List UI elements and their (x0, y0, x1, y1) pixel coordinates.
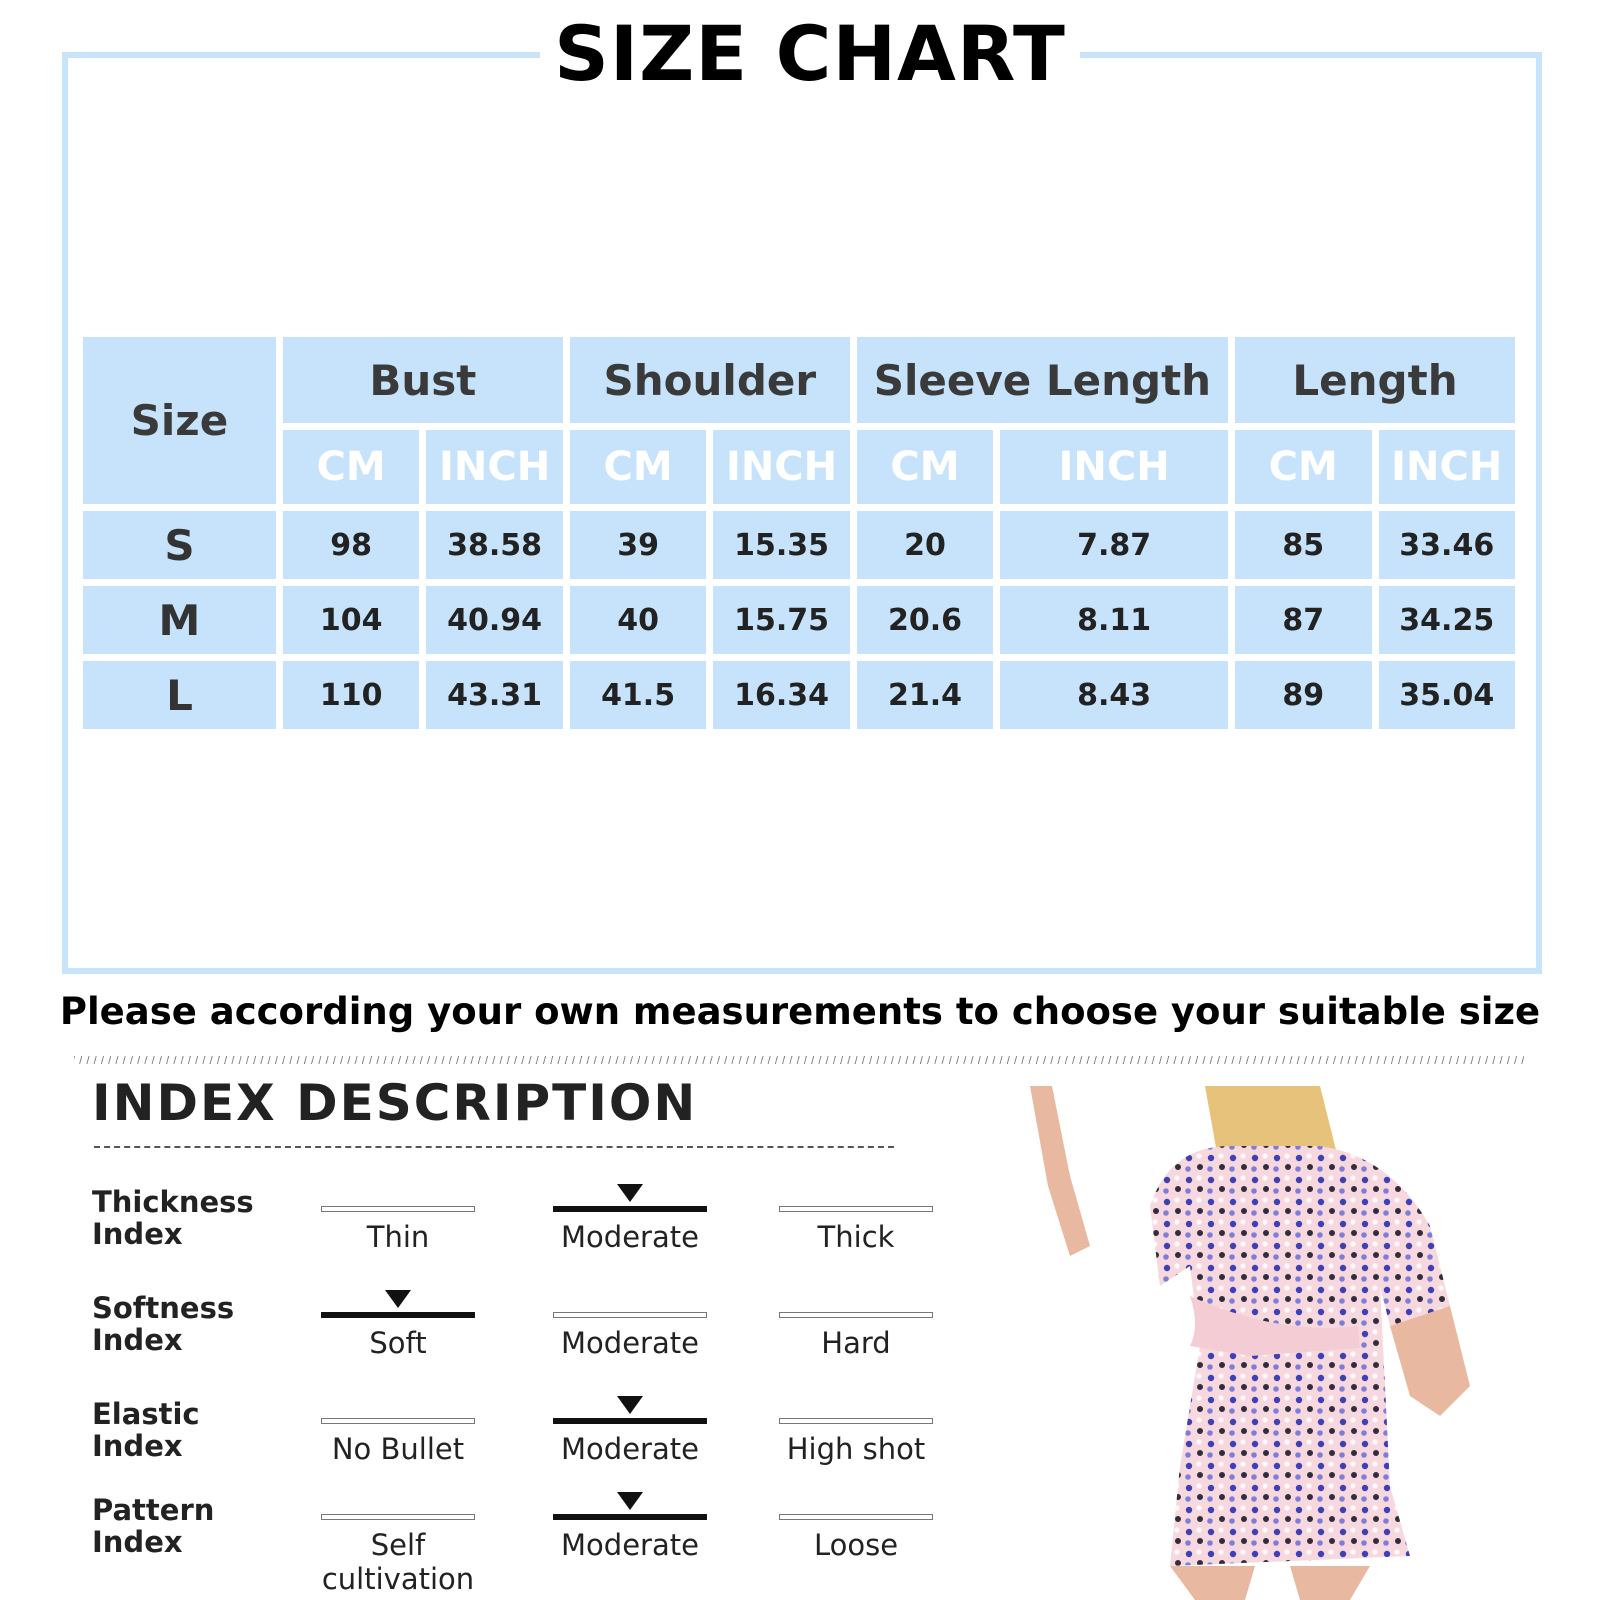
table-cell: 20 (857, 511, 993, 579)
index-scale-bar (321, 1206, 475, 1212)
index-option-label: Loose (813, 1528, 899, 1562)
table-cell: 7.87 (1000, 511, 1228, 579)
index-label: Pattern (92, 1493, 215, 1527)
unit-header: CM (570, 430, 706, 504)
index-option-label: Moderate (561, 1528, 699, 1562)
index-scale-bar (553, 1312, 707, 1318)
unit-header: INCH (426, 430, 562, 504)
index-label: Thickness (92, 1185, 254, 1219)
index-scale-bar (779, 1312, 933, 1318)
selected-marker-icon (617, 1396, 643, 1414)
index-label: Softness (92, 1291, 235, 1325)
table-cell: 98 (283, 511, 419, 579)
index-scale-bar (321, 1418, 475, 1424)
size-label: S (83, 511, 276, 579)
index-option-label: Moderate (561, 1220, 699, 1254)
table-cell: 87 (1235, 586, 1371, 654)
table-cell: 85 (1235, 511, 1371, 579)
unit-header: CM (857, 430, 993, 504)
leg (1170, 1566, 1255, 1600)
selected-marker-icon (617, 1184, 643, 1202)
index-scale-bar (779, 1206, 933, 1212)
table-cell: 15.75 (713, 586, 849, 654)
index-option-label: No Bullet (331, 1432, 465, 1466)
index-label: Index (92, 1217, 183, 1251)
index-option-label: Moderate (561, 1432, 699, 1466)
table-cell: 40.94 (426, 586, 562, 654)
table-cell: 8.43 (1000, 661, 1228, 729)
index-label: Index (92, 1429, 183, 1463)
size-table (76, 330, 1522, 736)
index-scale-bar (779, 1514, 933, 1520)
size-chart-title: SIZE CHART (540, 4, 1080, 104)
table-cell: 110 (283, 661, 419, 729)
table-cell: 33.46 (1379, 511, 1516, 579)
unit-header: CM (1235, 430, 1371, 504)
right-arm (1390, 1306, 1470, 1416)
size-label: M (83, 586, 276, 654)
table-cell: 20.6 (857, 586, 993, 654)
index-option-label: High shot (786, 1432, 926, 1466)
selected-marker-icon (385, 1290, 411, 1308)
size-header: Size (83, 337, 276, 504)
index-description-title: INDEX DESCRIPTION (92, 1074, 698, 1132)
index-scale-bar-selected (553, 1514, 707, 1520)
table-cell: 40 (570, 586, 706, 654)
index-label: Index (92, 1525, 183, 1559)
unit-header: CM (283, 430, 419, 504)
table-row (83, 661, 1515, 729)
dress-photo (1030, 1086, 1550, 1600)
table-cell: 89 (1235, 661, 1371, 729)
index-option-label: Hard (821, 1326, 891, 1360)
index-scale-bar-selected (553, 1418, 707, 1424)
bust-header: Bust (283, 337, 563, 423)
measurement-note: Please according your own measurements to choose your suitable size (59, 990, 1541, 1033)
table-cell: 21.4 (857, 661, 993, 729)
table-row (83, 511, 1515, 579)
table-cell: 43.31 (426, 661, 562, 729)
leg (1290, 1566, 1370, 1600)
unit-header: INCH (1000, 430, 1228, 504)
index-label: Elastic (92, 1397, 200, 1431)
unit-header: INCH (1379, 430, 1516, 504)
table-cell: 39 (570, 511, 706, 579)
table-cell: 34.25 (1379, 586, 1516, 654)
size-label: L (83, 661, 276, 729)
index-option-label: Thick (817, 1220, 895, 1254)
dashed-divider (94, 1146, 894, 1148)
index-scale-bar-selected (553, 1206, 707, 1212)
index-scale-bar (779, 1418, 933, 1424)
index-scale-bar-selected (321, 1312, 475, 1318)
raised-arm (1030, 1086, 1090, 1256)
table-cell: 41.5 (570, 661, 706, 729)
index-label: Index (92, 1323, 183, 1357)
index-option-label: Self cultivation (321, 1528, 475, 1596)
index-option-label: Soft (369, 1326, 427, 1360)
index-option-label: Thin (366, 1220, 430, 1254)
selected-marker-icon (617, 1492, 643, 1510)
hatched-divider (74, 1056, 1524, 1064)
index-option-label: Moderate (561, 1326, 699, 1360)
unit-header: INCH (713, 430, 849, 504)
table-cell: 16.34 (713, 661, 849, 729)
sleeve-length-header: Sleeve Length (857, 337, 1228, 423)
table-cell: 15.35 (713, 511, 849, 579)
table-cell: 104 (283, 586, 419, 654)
table-cell: 8.11 (1000, 586, 1228, 654)
length-header: Length (1235, 337, 1515, 423)
table-cell: 35.04 (1379, 661, 1516, 729)
table-row (83, 586, 1515, 654)
table-cell: 38.58 (426, 511, 562, 579)
index-scale-bar (321, 1514, 475, 1520)
shoulder-header: Shoulder (570, 337, 850, 423)
